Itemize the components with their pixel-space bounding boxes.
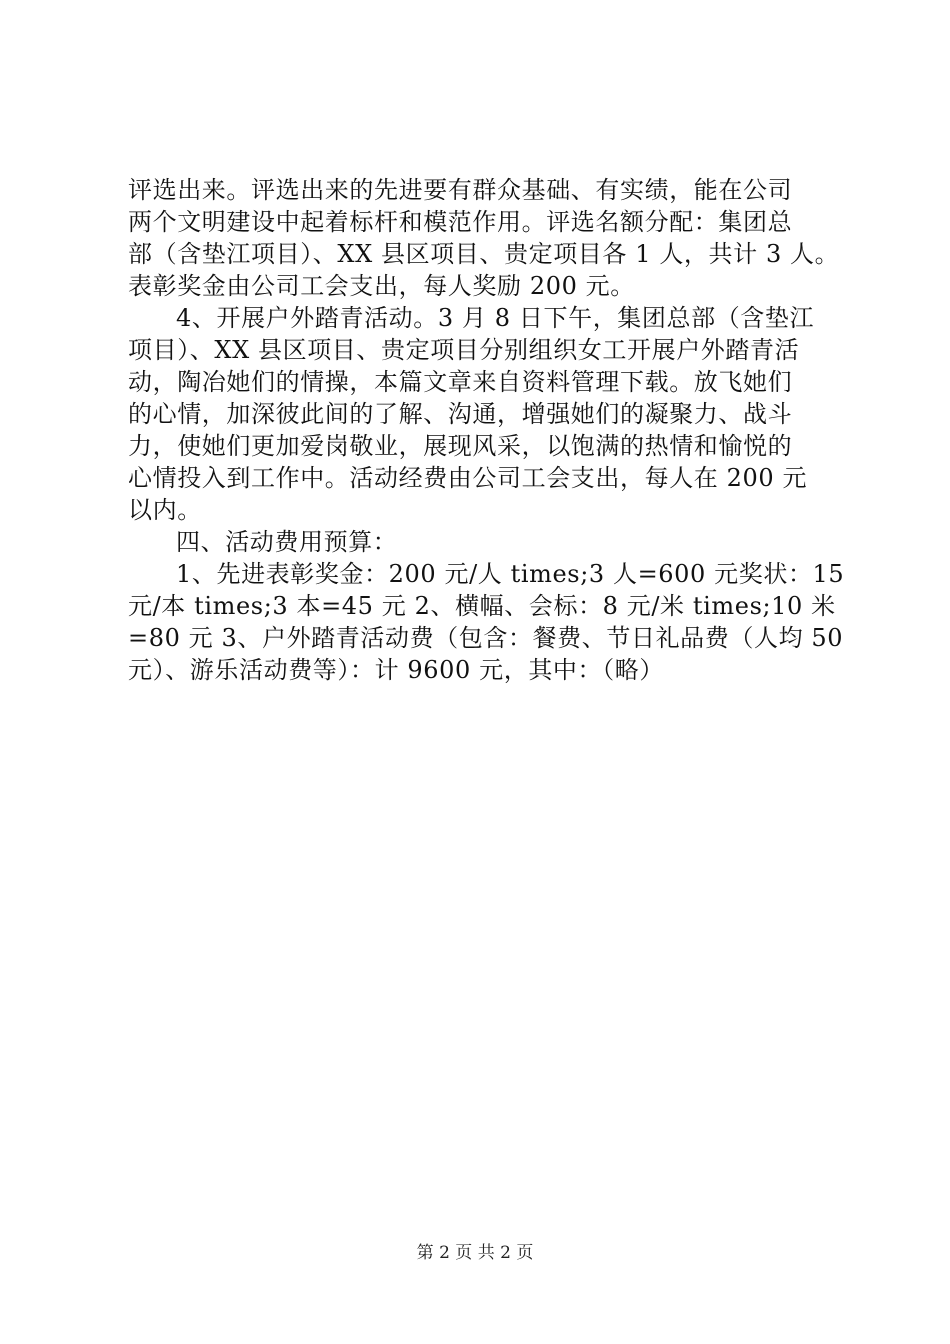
text-line: 力，使她们更加爱岗敬业，展现风采，以饱满的热情和愉悦的 [128,432,793,460]
text-line: 1、先进表彰奖金：200 元/人 times;3 人=600 元奖状：15 [176,560,845,588]
text-line: 的心情，加深彼此间的了解、沟通，增强她们的凝聚力、战斗 [128,400,793,428]
text-line: 项目）、XX 县区项目、贵定项目分别组织女工开展户外踏青活 [128,336,800,364]
text-line: 评选出来。评选出来的先进要有群众基础、有实绩，能在公司 [128,176,793,204]
text-line: 4、开展户外踏青活动。3 月 8 日下午，集团总部（含垫江 [176,304,815,332]
text-line: 元）、游乐活动费等）：计 9600 元，其中：（略） [128,656,664,684]
text-line: 部（含垫江项目）、XX 县区项目、贵定项目各 1 人，共计 3 人。 [128,240,840,268]
page-number-footer: 第 2 页 共 2 页 [416,1243,534,1263]
text-line: 以内。 [128,496,202,524]
text-line: 表彰奖金由公司工会支出，每人奖励 200 元。 [128,272,635,300]
text-line: 心情投入到工作中。活动经费由公司工会支出，每人在 200 元 [128,464,808,492]
section-heading: 四、活动费用预算： [176,528,398,556]
text-line: 动，陶冶她们的情操，本篇文章来自资料管理下载。放飞她们 [128,368,793,396]
document-body [128,174,858,686]
text-line: =80 元 3、户外踏青活动费（包含：餐费、节日礼品费（人均 50 [128,624,844,652]
text-line: 两个文明建设中起着标杆和模范作用。评选名额分配：集团总 [128,208,793,236]
text-line: 元/本 times;3 本=45 元 2、横幅、会标：8 元/米 times;10 米 [128,592,836,620]
